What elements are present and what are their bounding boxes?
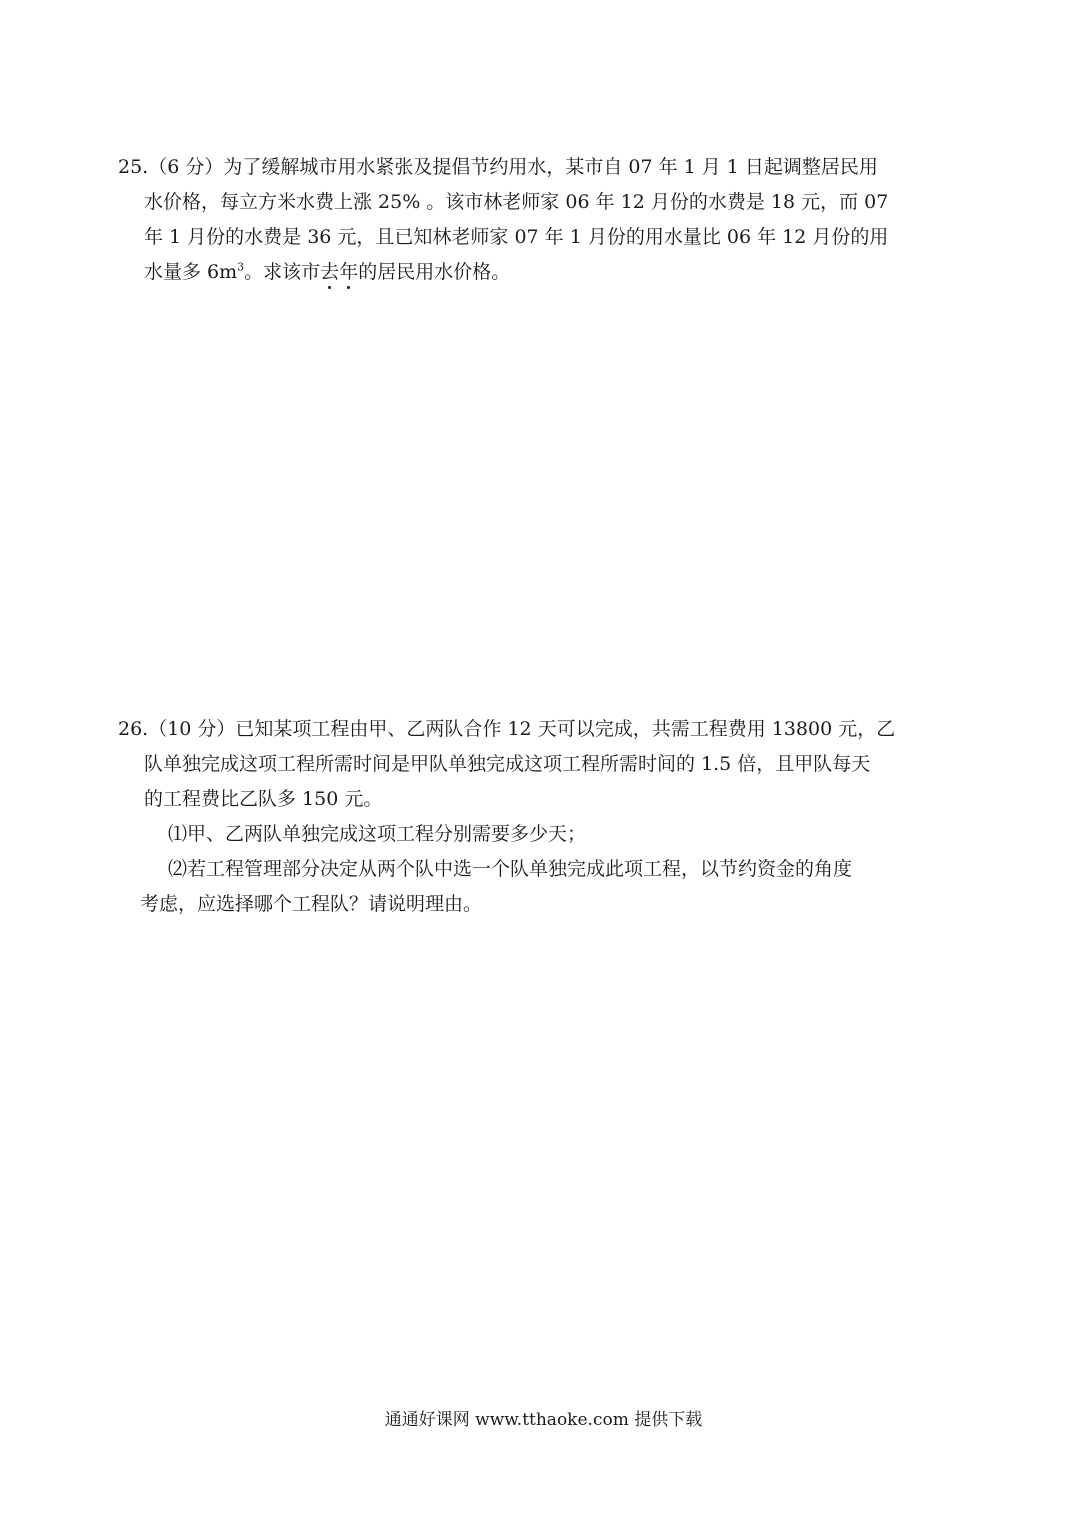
problem-25-line-1: 25.（6 分）为了缓解城市用水紧张及提倡节约用水，某市自 07 年 1 月 1 日起调整居民用 — [118, 156, 878, 178]
problem-26-subquestion-1: ⑴甲、乙两队单独完成这项工程分别需要多少天； — [168, 823, 587, 845]
problem-26-line-3: 的工程费比乙队多 150 元。 — [144, 788, 383, 810]
emphasis-dot-char-1: 去 — [320, 261, 340, 283]
problem-25-line-4-mid: 。求该市 — [244, 261, 321, 283]
problem-26-line-2: 队单独完成这项工程所需时间是甲队单独完成这项工程所需时间的 1.5 倍，且甲队每天 — [144, 753, 871, 775]
problem-26-line-1: 26.（10 分）已知某项工程由甲、乙两队合作 12 天可以完成，共需工程费用 13800 元，乙 — [118, 718, 896, 740]
page-footer: 通通好课网 www.tthaoke.com 提供下载 — [384, 1410, 703, 1430]
cubic-superscript: 3 — [237, 260, 245, 274]
problem-26-subquestion-2: ⑵若工程管理部分决定从两个队中选一个队单独完成此项工程，以节约资金的角度 — [168, 858, 853, 880]
emphasis-dot-char-2: 年 — [339, 261, 359, 283]
problem-25 — [118, 150, 978, 290]
problem-25-line-4-start: 水量多 6m — [144, 261, 238, 283]
problem-26 — [118, 712, 978, 922]
problem-25-line-2: 水价格，每立方米水费上涨 25% 。该市林老师家 06 年 12 月份的水费是 18 元，而 07 — [144, 191, 889, 213]
problem-25-line-4 — [118, 255, 978, 290]
problem-25-line-4-end: 的居民用水价格。 — [358, 261, 511, 283]
problem-26-subquestion-2-cont: 考虑，应选择哪个工程队？请说明理由。 — [140, 893, 483, 915]
problem-25-line-3: 年 1 月份的水费是 36 元，且已知林老师家 07 年 1 月份的用水量比 06 年 12 月份的用 — [144, 226, 889, 248]
